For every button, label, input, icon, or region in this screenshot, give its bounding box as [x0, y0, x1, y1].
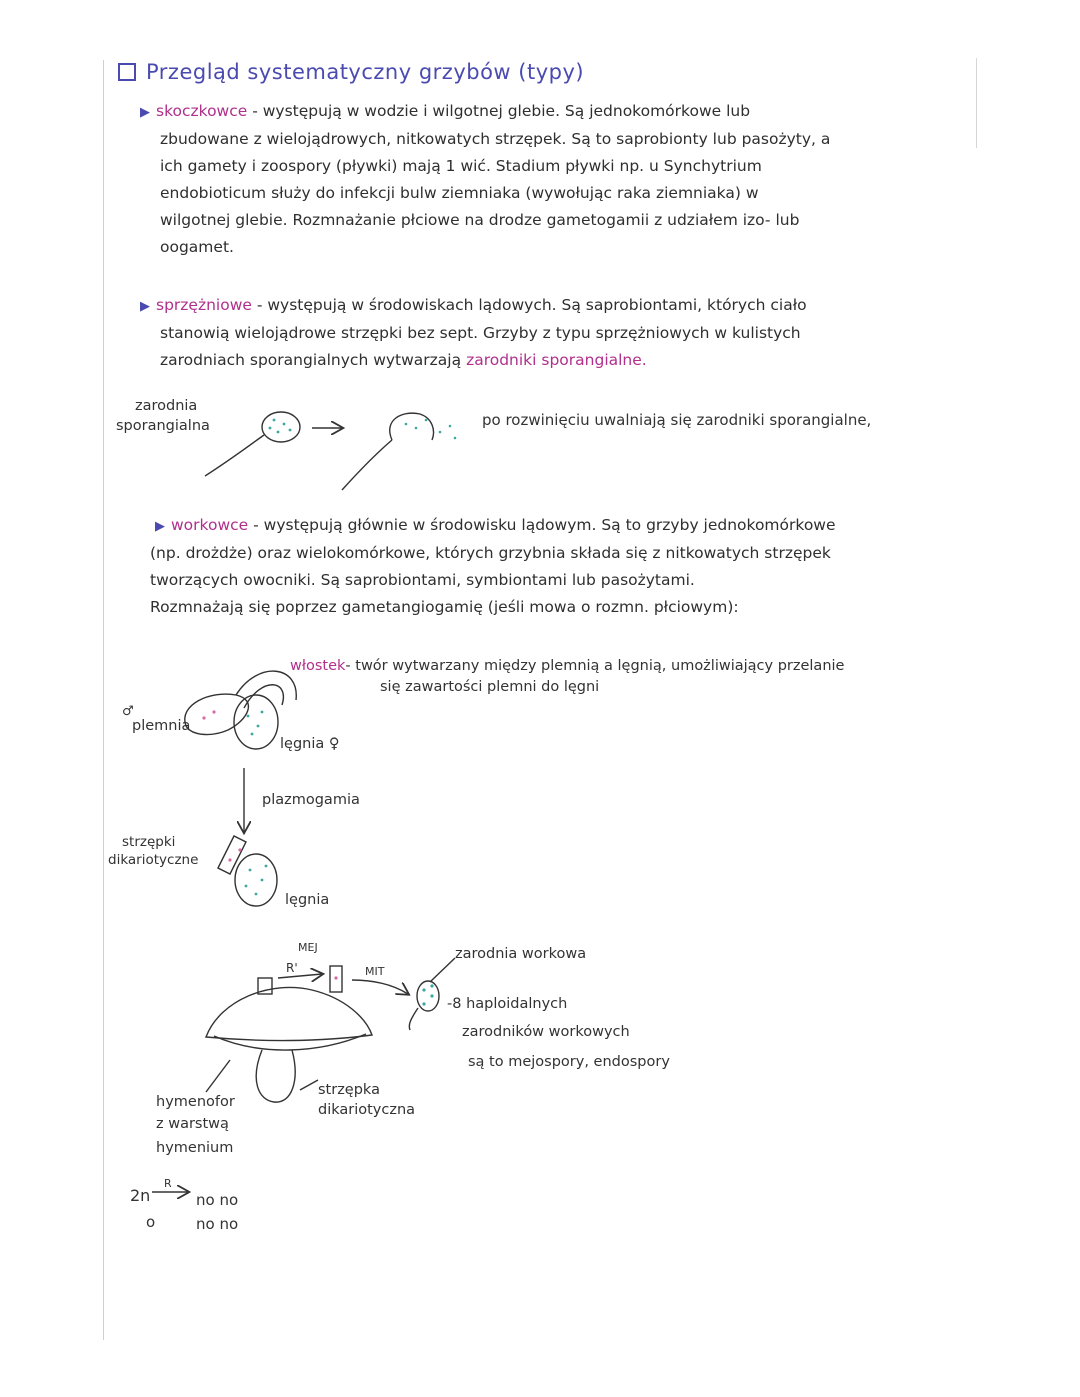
label-strzepka: strzępka: [318, 1082, 380, 1098]
label-strzepki: strzępki: [122, 834, 176, 850]
sporangium-stalk-2: [342, 440, 392, 490]
s1-line-4: endobioticum służy do infekcji bulw ziemniaka (wywołując raka ziemniaka) w: [160, 184, 759, 202]
leader-strzepka: [300, 1080, 318, 1090]
label-z-warstwa: z warstwą: [156, 1116, 229, 1132]
label-plemnia: plemnia: [132, 718, 191, 734]
title-text: Przegląd systematyczny grzybów (typy): [146, 60, 585, 84]
label-wlostek: włostek- twór wytwarzany między plemnią a lęgnią, umożliwiający przelanie: [290, 658, 845, 674]
label-haploid-2: zarodników workowych: [462, 1024, 630, 1040]
label-legnia: lęgnia: [285, 892, 330, 908]
s3-line-3: tworzących owocniki. Są saprobiontami, symbiontami lub pasożytami.: [150, 571, 695, 589]
bullet-icon: ▶: [140, 105, 150, 120]
sporangium-1: [262, 412, 300, 442]
s1-line-3: ich gamety i zoospory (pływki) mają 1 wić. Stadium pływki np. u Synchytrium: [160, 157, 762, 175]
sporangium-stalk-1: [205, 435, 264, 476]
term-workowce: workowce: [171, 516, 249, 534]
label-hymenofor: hymenofor: [156, 1094, 235, 1110]
label-release-note: po rozwinięciu uwalniają się zarodniki sporangialne,: [482, 411, 872, 429]
strzepka-tube: [218, 836, 246, 874]
label-sporangialna: sporangialna: [116, 418, 210, 434]
s3-line-1: - występują głównie w środowisku lądowym. Są to grzyby jednokomórkowe: [253, 516, 836, 534]
label-legnia-female: lęgnia ♀: [280, 736, 340, 752]
label-haploid-1: -8 haploidalnych: [447, 996, 568, 1012]
label-mit: MIT: [365, 965, 385, 978]
formula-no-2: no no: [196, 1215, 239, 1233]
formula-no-1: no no: [196, 1191, 239, 1209]
formula-r: R: [164, 1177, 172, 1190]
ascus-stalk: [409, 1008, 418, 1030]
label-mej: MEJ: [298, 941, 318, 954]
label-dikariotyczna: dikariotyczna: [318, 1102, 416, 1118]
nucleus-dots: [202, 710, 337, 979]
label-haploid-3: są to mejospory, endospory: [468, 1054, 670, 1070]
label-r-prime: R': [286, 961, 298, 975]
bullet-icon: ▶: [155, 519, 165, 534]
arrow-mej: [278, 974, 322, 978]
arrow-mit: [352, 980, 408, 994]
legnia-fused: [235, 854, 277, 906]
s2-line-2: stanowią wielojądrowe strzępki bez sept. Grzyby z typu sprzężniowych w kulistych: [160, 324, 801, 342]
leader-hymenium: [206, 1060, 230, 1092]
label-dikariotyczne: dikariotyczne: [108, 852, 199, 868]
mushroom-stem: [256, 1050, 295, 1102]
plemnia-shape: [185, 694, 249, 734]
s1-line-5: wilgotnej glebie. Rozmnażanie płciowe na drodze gametogamii z udziałem izo- lub: [160, 211, 800, 229]
formula-2n: 2n: [130, 1186, 151, 1205]
s2-line-3: zarodniach sporangialnych wytwarzają zarodniki sporangialne.: [160, 351, 647, 369]
term-skoczkowce: skoczkowce: [156, 102, 248, 120]
s3-line-2: (np. drożdże) oraz wielokomórkowe, których grzybnia składa się z nitkowatych strzępek: [150, 544, 831, 562]
sporangium-2: [390, 413, 434, 440]
ascus-final: [417, 981, 439, 1011]
term-sprzezniowe: sprzężniowe: [156, 296, 252, 314]
bullet-icon: ▶: [140, 299, 150, 314]
hymenium-band: [214, 1034, 366, 1050]
label-wlostek-2: się zawartości plemni do lęgni: [380, 679, 600, 695]
label-zarodnia-workowa: zarodnia workowa: [455, 946, 587, 962]
leader-zarodnia: [430, 958, 455, 982]
label-plazmogamia: plazmogamia: [262, 792, 360, 808]
highlight-zarodniki: zarodniki sporangialne.: [466, 351, 647, 369]
label-hymenium: hymenium: [156, 1140, 234, 1156]
s3-line-4: Rozmnażają się poprzez gametangiogamię (jeśli mowa o rozmn. płciowym):: [150, 598, 739, 616]
male-symbol: ♂: [122, 704, 134, 719]
s2-line-1: - występują w środowiskach lądowych. Są saprobiontami, których ciało: [256, 296, 807, 314]
s1-line-6: oogamet.: [160, 238, 234, 256]
label-zarodnia: zarodnia: [135, 398, 198, 414]
s1-line-1: - występują w wodzie i wilgotnej glebie. Są jednokomórkowe lub: [252, 102, 751, 120]
s1-line-2: zbudowane z wielojądrowych, nitkowatych strzępek. Są to saprobionty lub pasożyty, a: [160, 130, 831, 148]
mushroom-cap: [206, 987, 372, 1040]
formula-o: o: [146, 1213, 156, 1231]
